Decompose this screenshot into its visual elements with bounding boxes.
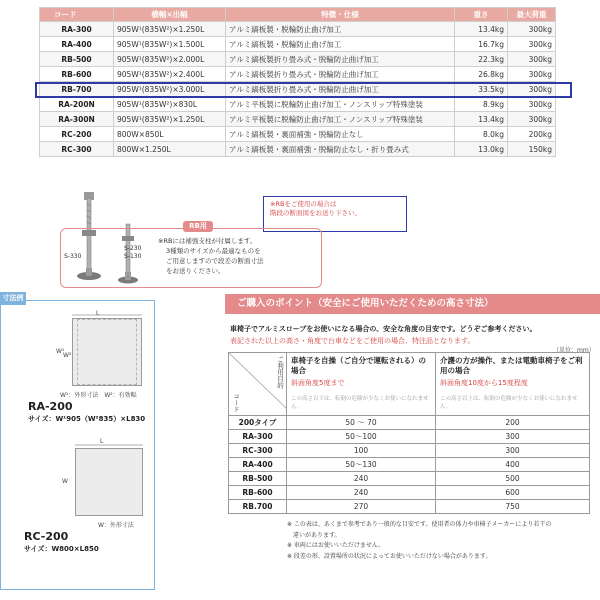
height-cell-self: 50〜130	[287, 458, 436, 472]
height-cell-assist: 500	[436, 472, 590, 486]
spec-cell-weight: 8.9kg	[455, 97, 508, 112]
ra200-effective-width	[77, 319, 137, 385]
spec-row	[40, 142, 556, 157]
spec-cell-load: 300kg	[508, 52, 556, 67]
spec-cell-size: 905W¹(835W²)×2.400L	[114, 67, 226, 82]
rc200-size: サイズ：W800×L850	[24, 545, 99, 553]
dim-l-label: L	[100, 438, 104, 445]
spec-cell-features: アルミ縞板製・裏面補強・脱輪防止なし・折り畳み式	[226, 142, 455, 157]
spec-cell-size: 800W×850L	[114, 127, 226, 142]
ra200-legend: W¹：外形寸法 W²：有効幅	[60, 392, 137, 399]
spec-cell-size: 905W¹(835W²)×1.500L	[114, 37, 226, 52]
label-s130: S-130	[124, 253, 142, 260]
rb-notice-line2: 階段の断面図をお送り下さい。	[270, 209, 361, 218]
spec-cell-weight: 22.3kg	[455, 52, 508, 67]
dim-l-label: L	[96, 310, 100, 317]
height-row	[229, 430, 590, 444]
spec-cell-size: 905W¹(835W²)×830L	[114, 97, 226, 112]
spec-cell-weight: 13.0kg	[455, 142, 508, 157]
height-cell-self: 270	[287, 500, 436, 514]
height-cell-self: 240	[287, 486, 436, 500]
spec-cell-load: 300kg	[508, 112, 556, 127]
spec-cell-load: 300kg	[508, 22, 556, 37]
height-cell-assist: 600	[436, 486, 590, 500]
label-s230: S-230	[124, 245, 142, 252]
spec-cell-size: 800W×1.250L	[114, 142, 226, 157]
height-cell-assist: 750	[436, 500, 590, 514]
spec-cell-features: アルミ平板製に脱輪防止曲げ加工・ノンスリップ特殊塗装	[226, 97, 455, 112]
height-cell-self: 50〜100	[287, 430, 436, 444]
spec-cell-features: アルミ縞板製・脱輪防止曲げ加工	[226, 22, 455, 37]
rb-label-pill: RB用	[183, 221, 213, 232]
spec-cell-features: アルミ縞板製・脱輪防止曲げ加工	[226, 37, 455, 52]
col-self-title: 車椅子を自操（ご自分で運転される）の場合	[291, 356, 426, 376]
ra200-title: RA-200	[28, 400, 73, 413]
height-row	[229, 472, 590, 486]
height-row	[229, 500, 590, 514]
spec-cell-load: 150kg	[508, 142, 556, 157]
height-cell-assist: 300	[436, 430, 590, 444]
size-example-tab: 寸法例	[0, 292, 26, 305]
selected-row-highlight	[35, 82, 572, 98]
spec-cell-features: アルミ縞板製折り畳み式・脱輪防止曲げ加工	[226, 52, 455, 67]
diagonal-header-cell	[229, 353, 287, 416]
ra200-plate	[72, 318, 142, 386]
footnote: ※ 車両にはお使いいただけません。	[287, 542, 385, 549]
rb-text-line: 3種類のサイズから最適なものを	[166, 247, 261, 256]
rb-text-line: ※RBには補強支柱が付属します。	[158, 237, 257, 245]
header-code: コード	[40, 8, 114, 22]
spec-cell-load: 200kg	[508, 127, 556, 142]
spec-cell-code: RC-300	[40, 142, 114, 157]
col-self-note: この高さ以下は、転倒の危険が少なくお使いになれません。	[291, 396, 429, 411]
advice-heading: ご購入のポイント（安全にご使用いただくための高さ寸法）	[225, 294, 600, 314]
footnote: 違いがあります。	[287, 531, 341, 539]
spec-cell-size: 905W¹(835W²)×1.250L	[114, 112, 226, 127]
footnote: ※ この表は、あくまで参考であり一般的な目安です。使用者の体力や車椅子メーカーにより若干の	[287, 521, 552, 528]
spec-cell-code: RC-200	[40, 127, 114, 142]
height-row	[229, 416, 590, 430]
spec-cell-size: 905W¹(835W²)×1.250L	[114, 22, 226, 37]
spec-cell-code: RB-600	[40, 67, 114, 82]
spec-cell-weight: 13.4kg	[455, 112, 508, 127]
dim-w2-label: W²	[63, 352, 72, 359]
dim-w-label: W	[62, 478, 68, 485]
spec-cell-weight: 26.8kg	[455, 67, 508, 82]
height-cell-assist: 200	[436, 416, 590, 430]
height-cell-assist: 300	[436, 444, 590, 458]
ra200-size: サイズ：W¹905（W²835）×L830	[28, 415, 146, 423]
height-table-header	[229, 353, 590, 416]
spec-row	[40, 52, 556, 67]
advice-intro: 車椅子でアルミスロープをお使いになる場合の、安全な角度の目安です。どうぞご参考ください。	[230, 325, 537, 333]
spec-row	[40, 127, 556, 142]
spec-cell-weight: 33.5kg	[455, 82, 508, 97]
height-row	[229, 486, 590, 500]
height-cell-assist: 400	[436, 458, 590, 472]
col-assist-note: この高さ以上は、転倒の危険が少なくお使いになれません。	[440, 396, 578, 411]
rc200-legend: W：外形寸法	[98, 522, 134, 529]
dim-w1-label: W¹	[56, 348, 65, 355]
spec-cell-features: アルミ縞板製・裏面補強・脱輪防止なし	[226, 127, 455, 142]
footnotes	[287, 520, 597, 562]
height-row	[229, 458, 590, 472]
col-assisted	[436, 353, 590, 416]
rb-notice-line1: ※RBをご使用の場合は	[270, 200, 337, 208]
spec-row	[40, 67, 556, 82]
rb-text-line: をお送りください。	[166, 267, 225, 276]
col-assist-title: 介護の方が操作、または電動車椅子をご利用の場合	[440, 356, 583, 376]
height-cell-code: RB-600	[229, 486, 287, 500]
rb-info-text	[158, 236, 348, 276]
spec-cell-features: アルミ縞板製折り畳み式・脱輪防止曲げ加工	[226, 67, 455, 82]
height-cell-code: RA-300	[229, 430, 287, 444]
height-row	[229, 444, 590, 458]
diag-purpose: ご利用目的	[276, 356, 284, 389]
height-cell-code: 200タイプ	[229, 416, 287, 430]
height-cell-code: RC-300	[229, 444, 287, 458]
spec-cell-code: RA-300N	[40, 112, 114, 127]
spec-cell-weight: 16.7kg	[455, 37, 508, 52]
spec-row	[40, 37, 556, 52]
header-load: 最大荷重	[508, 8, 556, 22]
spec-cell-code: RA-400	[40, 37, 114, 52]
rc200-plate	[75, 448, 143, 516]
spec-cell-code: RA-200N	[40, 97, 114, 112]
spec-row	[40, 22, 556, 37]
spec-cell-load: 300kg	[508, 97, 556, 112]
rb-notice	[263, 196, 407, 232]
diag-code: コード	[232, 392, 240, 412]
height-cell-code: RB-500	[229, 472, 287, 486]
spec-cell-load: 300kg	[508, 82, 556, 97]
spec-cell-load: 300kg	[508, 67, 556, 82]
advice-warning: 表記された以上の高さ・角度で台車などをご使用の場合、特注品となります。	[230, 337, 475, 345]
spec-cell-code: RB-700	[40, 82, 114, 97]
col-self-angle: 斜面角度5度まで	[291, 379, 345, 388]
col-self-operate	[287, 353, 436, 416]
spec-cell-features: アルミ平板製に脱輪防止曲げ加工・ノンスリップ特殊塗装	[226, 112, 455, 127]
spec-cell-size: 905W¹(835W²)×3.000L	[114, 82, 226, 97]
spec-cell-weight: 13.4kg	[455, 22, 508, 37]
height-cell-self: 50 〜 70	[287, 416, 436, 430]
spec-cell-load: 300kg	[508, 37, 556, 52]
rc200-title: RC-200	[24, 530, 69, 543]
spec-table-header	[40, 8, 556, 22]
spec-cell-code: RB-500	[40, 52, 114, 67]
height-cell-self: 240	[287, 472, 436, 486]
height-guide-table	[228, 352, 590, 514]
height-cell-self: 100	[287, 444, 436, 458]
height-cell-code: RA-400	[229, 458, 287, 472]
unit-note: （単位：mm）	[553, 347, 595, 354]
rb-text-line: ご用意しますので段差の断面寸法	[166, 257, 264, 266]
spec-row	[40, 97, 556, 112]
spec-cell-size: 905W¹(835W²)×2.000L	[114, 52, 226, 67]
col-assist-angle: 斜面角度10度から15度程度	[440, 379, 528, 388]
header-size: 横幅×出幅	[114, 8, 226, 22]
spec-cell-code: RA-300	[40, 22, 114, 37]
header-features: 特徴・仕様	[226, 8, 455, 22]
label-s330: S-330	[64, 253, 82, 260]
header-weight: 重さ	[455, 8, 508, 22]
height-cell-code: RB.700	[229, 500, 287, 514]
spec-cell-weight: 8.0kg	[455, 127, 508, 142]
spec-cell-features: アルミ縞板製折り畳み式・脱輪防止曲げ加工	[226, 82, 455, 97]
footnote: ※ 段差の形、設置場所の状況によってお使いいただけない場合があります。	[287, 552, 492, 560]
spec-row	[40, 112, 556, 127]
